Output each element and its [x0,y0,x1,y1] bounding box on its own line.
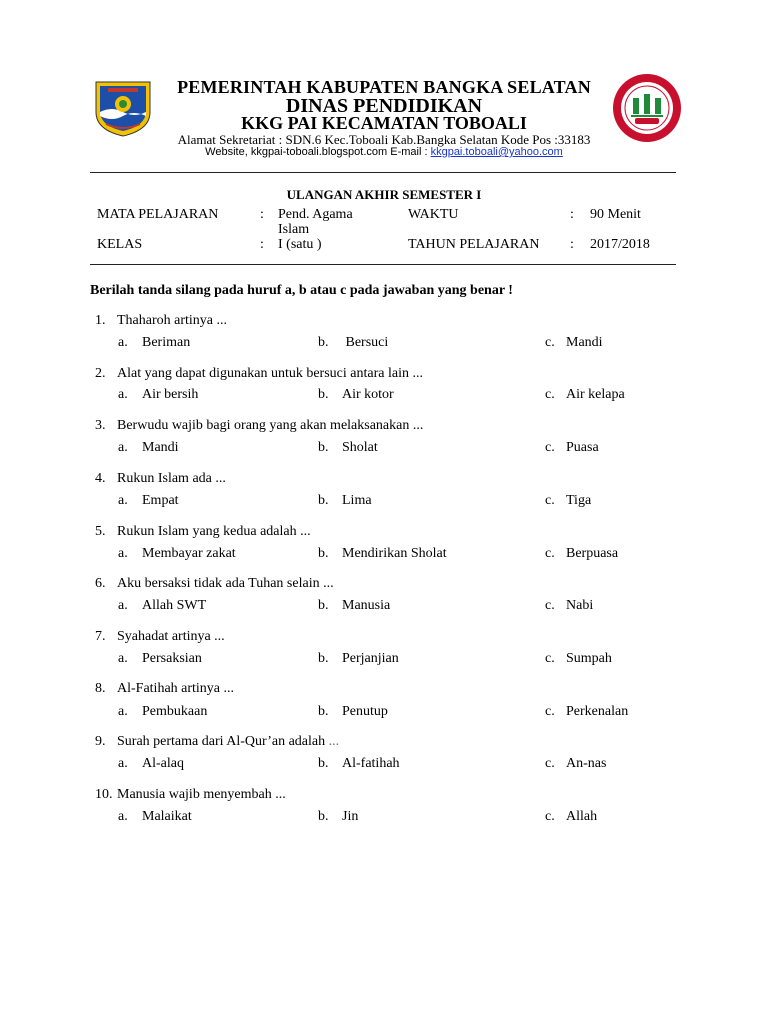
option-text: Bersuci [342,335,389,350]
option-text: Penutup [342,704,388,719]
header-organization: KKG PAI KECAMATAN TOBOALI [241,113,527,133]
option-text: Al-fatihah [342,756,400,771]
option-text: Nabi [566,598,594,613]
option-a[interactable] [118,335,190,351]
question [95,524,311,540]
question-text: Rukun Islam yang kedua adalah ... [117,524,311,539]
option-text: Mandi [142,440,179,455]
question-number: 2. [95,366,106,381]
option-c[interactable] [545,651,612,667]
option-a[interactable] [118,756,184,772]
divider-bottom [90,264,676,265]
question-text: Manusia wajib menyembah ... [117,787,286,802]
option-text: Perjanjian [342,651,399,666]
option-c[interactable] [545,335,603,351]
question-number: 9. [95,734,106,749]
time-value: 90 Menit [590,207,641,222]
option-b[interactable] [318,546,447,562]
exam-title: ULANGAN AKHIR SEMESTER I [286,187,482,202]
question-number: 4. [95,471,106,486]
question-number: 10. [95,787,113,802]
question-text: Aku bersaksi tidak ada Tuhan selain ... [117,576,334,591]
option-letter: c. [545,335,555,350]
option-text: Air bersih [142,387,199,402]
option-text: Puasa [566,440,599,455]
option-letter: a. [118,493,128,508]
subject-value-cont: Islam [278,222,310,237]
header-website [0,146,768,158]
website-text: Website, kkgpai-toboali.blogspot.com E-mail : [205,146,431,158]
question-number: 7. [95,629,106,644]
option-text: Perkenalan [566,704,629,719]
question-text: Berwudu wajib bagi orang yang akan melaksanakan ... [117,418,424,433]
option-b[interactable] [318,387,394,403]
email-link[interactable]: kkgpai.toboali@yahoo.com [430,146,563,158]
option-letter: a. [118,651,128,666]
option-text: Allah [566,809,598,824]
option-letter: c. [545,440,555,455]
option-letter: c. [545,651,555,666]
option-letter: b. [318,387,329,402]
class-value: I (satu ) [278,237,322,252]
option-letter: b. [318,440,329,455]
option-letter: a. [118,335,128,350]
year-colon: : [570,237,574,252]
option-letter: a. [118,546,128,561]
option-letter: a. [118,704,128,719]
option-text: Air kotor [342,387,394,402]
option-c[interactable] [545,440,599,456]
option-c[interactable] [545,809,597,825]
option-b[interactable] [318,756,400,772]
subject-value: Pend. Agama [278,207,353,222]
option-text: Berpuasa [566,546,619,561]
option-letter: c. [545,387,555,402]
subject-colon: : [260,207,264,222]
question [95,681,234,697]
header-department: DINAS PENDIDIKAN [285,95,483,117]
option-b[interactable] [318,704,388,720]
option-a[interactable] [118,809,192,825]
option-c[interactable] [545,598,593,614]
option-letter: c. [545,598,555,613]
question [95,629,225,645]
option-c[interactable] [545,546,618,562]
option-letter: a. [118,387,128,402]
option-a[interactable] [118,546,236,562]
option-text: Mendirikan Sholat [342,546,447,561]
question-text: Thaharoh artinya ... [117,313,228,328]
option-letter: b. [318,598,329,613]
option-b[interactable] [318,809,358,825]
class-colon: : [260,237,264,252]
option-text: An-nas [566,756,607,771]
header-government: PEMERINTAH KABUPATEN BANGKA SELATAN [177,77,591,97]
option-text: Mandi [566,335,603,350]
option-letter: b. [318,809,329,824]
option-text: Jin [342,809,359,824]
option-b[interactable] [318,440,378,456]
question [95,787,286,803]
option-letter: a. [118,756,128,771]
option-letter: c. [545,704,555,719]
question-text: Alat yang dapat digunakan untuk bersuci antara lain ... [117,366,423,381]
option-a[interactable] [118,493,179,509]
question-text: Surah pertama dari Al-Qur’an adalah [117,734,326,749]
option-text: Empat [142,493,179,508]
option-letter: a. [118,440,128,455]
option-a[interactable] [118,387,198,403]
option-text: Lima [342,493,372,508]
option-text: Pembukaan [142,704,208,719]
time-label: WAKTU [408,207,459,222]
question [95,418,423,434]
class-label: KELAS [97,237,143,252]
divider-top [90,172,676,173]
option-letter: a. [118,598,128,613]
year-value: 2017/2018 [590,237,650,252]
question-text: Syahadat artinya ... [117,629,225,644]
question-number: 8. [95,681,106,696]
option-text: Manusia [342,598,391,613]
option-text: Beriman [142,335,191,350]
year-label: TAHUN PELAJARAN [408,237,540,252]
option-b[interactable] [318,493,372,509]
question-text: Rukun Islam ada ... [117,471,226,486]
option-c[interactable] [545,704,628,720]
option-letter: c. [545,756,555,771]
header-address: Alamat Sekretariat : SDN.6 Kec.Toboali Kab.Bangka Selatan Kode Pos :33183 [177,132,591,147]
option-text: Al-alaq [142,756,184,771]
question-number: 1. [95,313,106,328]
option-letter: b. [318,493,329,508]
option-a[interactable] [118,440,179,456]
option-text: Allah SWT [142,598,207,613]
option-letter: b. [318,756,329,771]
option-c[interactable] [545,756,606,772]
option-c[interactable] [545,493,591,509]
option-letter: b. [318,651,329,666]
question-text-ellipsis: ... [325,734,340,749]
option-a[interactable] [118,651,202,667]
question [95,471,226,487]
option-text: Persaksian [142,651,202,666]
question [95,576,334,592]
question-number: 3. [95,418,106,433]
question [95,313,227,329]
question-number: 6. [95,576,106,591]
option-text: Tiga [566,493,592,508]
option-text: Sumpah [566,651,612,666]
option-letter: b. [318,546,329,561]
option-b[interactable] [318,335,388,351]
instruction: Berilah tanda silang pada huruf a, b atau c pada jawaban yang benar ! [90,283,513,298]
subject-label: MATA PELAJARAN [97,207,219,222]
option-text: Malaikat [142,809,192,824]
option-text: Sholat [342,440,378,455]
option-text: Air kelapa [566,387,625,402]
option-b[interactable] [318,651,399,667]
option-b[interactable] [318,598,390,614]
question-text: Al-Fatihah artinya ... [117,681,235,696]
question [95,366,423,382]
option-text: Membayar zakat [142,546,236,561]
question-number: 5. [95,524,106,539]
option-letter: c. [545,809,555,824]
option-letter: a. [118,809,128,824]
option-a[interactable] [118,704,207,720]
option-a[interactable] [118,598,206,614]
option-c[interactable] [545,387,625,403]
time-colon: : [570,207,574,222]
question [95,734,339,750]
option-letter: b. [318,704,329,719]
option-letter: c. [545,493,555,508]
option-letter: b. [318,335,329,350]
option-letter: c. [545,546,555,561]
